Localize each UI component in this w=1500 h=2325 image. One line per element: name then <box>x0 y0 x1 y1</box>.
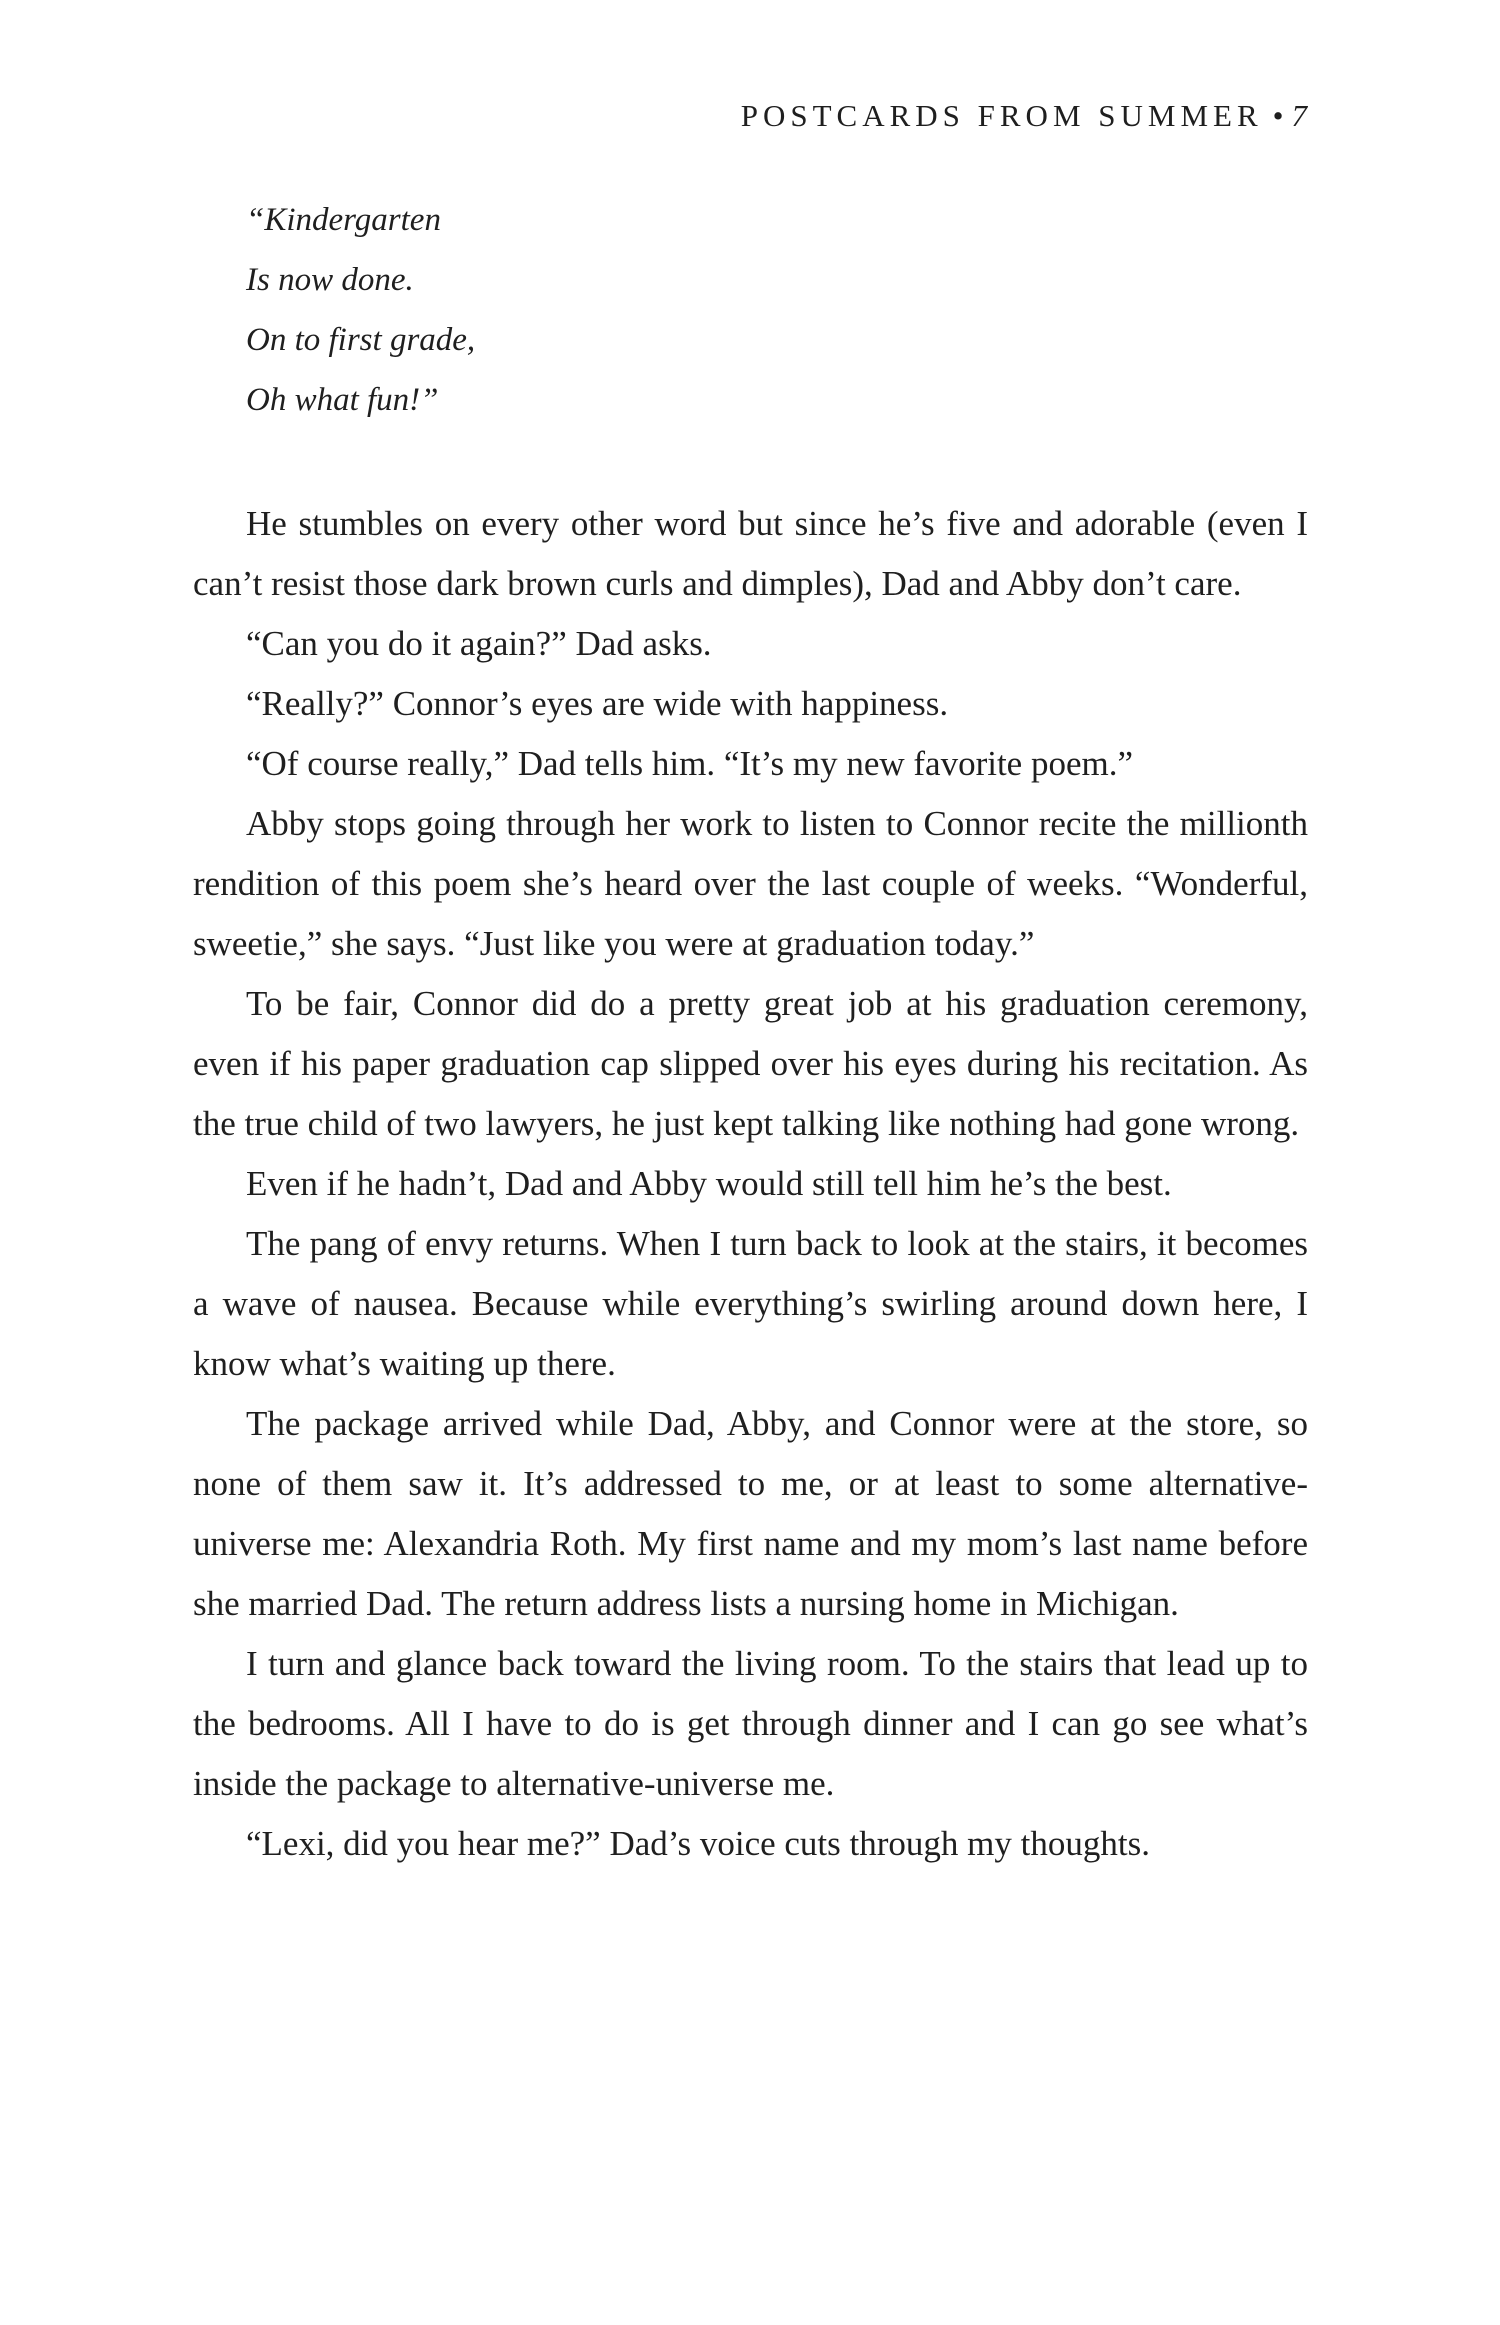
paragraph: “Of course really,” Dad tells him. “It’s my new favorite poem.” <box>246 744 1133 783</box>
paragraph: To be fair, Connor did do a pretty great job at his graduation ceremony, even if his paper graduation cap slipped over his eyes during his recitation. As the true child of two lawyers, he just kept talking like nothing had gone wrong. <box>193 984 1308 1143</box>
poem-line: “Kindergarten <box>246 202 441 238</box>
paragraph: I turn and glance back toward the living room. To the stairs that lead up to the bedrooms. All I have to do is get through dinner and I can go see what’s inside the package to alternative-universe me. <box>193 1644 1308 1803</box>
paragraph: The package arrived while Dad, Abby, and Connor were at the store, so none of them saw it. It’s addressed to me, or at least to some alternative-universe me: Alexandria Roth. My first name and my mom’s last name before she married Dad. The return address lists a nursing home in Michigan. <box>193 1404 1308 1623</box>
book-title: POSTCARDS FROM SUMMER <box>740 98 1263 133</box>
poem <box>246 190 475 430</box>
page-number: 7 <box>1291 98 1307 133</box>
paragraph: Even if he hadn’t, Dad and Abby would still tell him he’s the best. <box>246 1164 1172 1203</box>
paragraph: “Really?” Connor’s eyes are wide with happiness. <box>246 684 949 723</box>
paragraph: “Can you do it again?” Dad asks. <box>246 624 712 663</box>
header-separator: • <box>1272 98 1284 133</box>
paragraph: He stumbles on every other word but since he’s five and adorable (even I can’t resist those dark brown curls and dimples), Dad and Abby don’t care. <box>193 504 1308 603</box>
paragraph: “Lexi, did you hear me?” Dad’s voice cuts through my thoughts. <box>246 1824 1150 1863</box>
poem-line: Oh what fun!” <box>246 382 439 418</box>
poem-line: Is now done. <box>246 262 414 298</box>
running-header <box>741 98 1307 134</box>
paragraph: The pang of envy returns. When I turn back to look at the stairs, it becomes a wave of nausea. Because while everything’s swirling around down here, I know what’s waiting up there. <box>193 1224 1308 1383</box>
body-text <box>193 494 1308 1874</box>
poem-line: On to first grade, <box>246 322 476 358</box>
paragraph: Abby stops going through her work to listen to Connor recite the millionth rendition of this poem she’s heard over the last couple of weeks. “Wonderful, sweetie,” she says. “Just like you were at graduation today.” <box>193 804 1308 963</box>
